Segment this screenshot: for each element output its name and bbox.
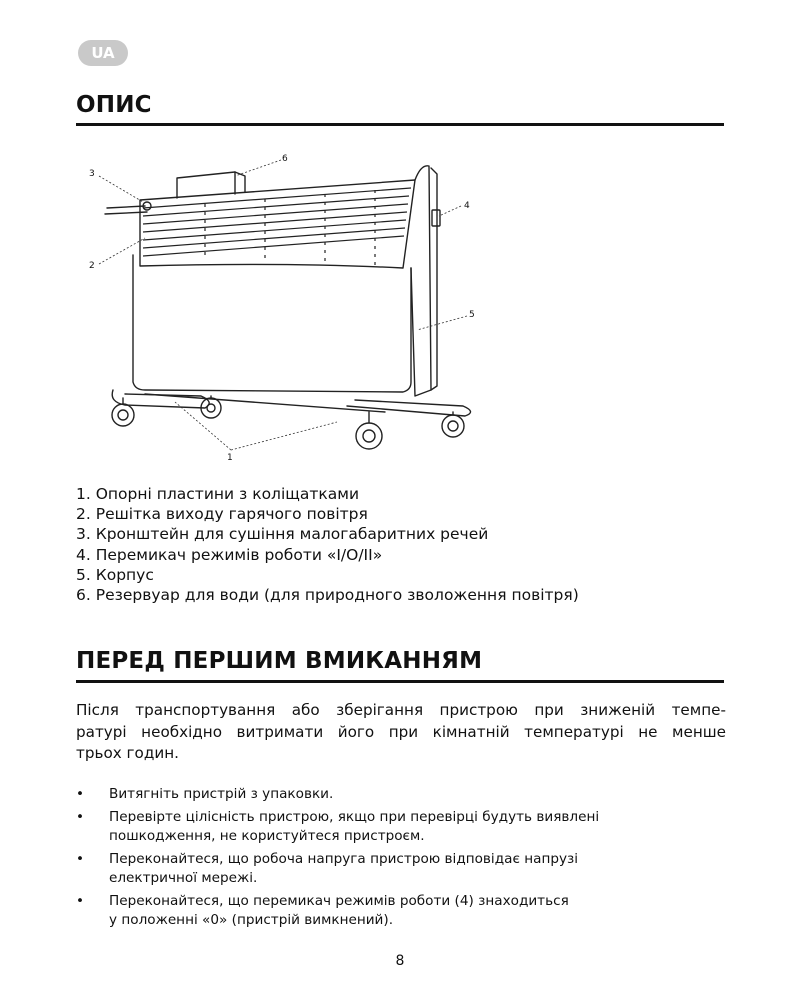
- title-underline: [76, 123, 724, 126]
- intro-paragraph: [76, 700, 726, 765]
- instruction-item: [76, 850, 599, 888]
- bullet-icon: •: [76, 851, 85, 867]
- bullet-icon: •: [76, 809, 85, 825]
- heater-side-panel: [411, 166, 431, 396]
- instruction-item: [76, 892, 599, 930]
- instruction-item: [76, 785, 599, 804]
- callout-6: 6: [282, 154, 288, 164]
- intro-line: трьох годин.: [76, 744, 179, 762]
- instruction-line: електричної мережі.: [109, 870, 258, 886]
- page-number: 8: [395, 953, 405, 969]
- wheel-back-right: [442, 415, 464, 437]
- wheel-front-right: [356, 423, 382, 449]
- instruction-item: [76, 808, 599, 846]
- instruction-line: Витягніть пристрій з упаковки.: [109, 786, 334, 802]
- parts-list: [76, 484, 579, 605]
- base-right: [347, 400, 471, 416]
- mode-switch: [432, 210, 440, 226]
- instructions-list: [76, 785, 599, 934]
- callout-2: 2: [89, 261, 95, 271]
- parts-list-item: 5. Корпус: [76, 565, 154, 584]
- intro-line: Після транспортування або зберігання пристрою при зниженій темпе-: [76, 701, 726, 719]
- callout-3: 3: [89, 169, 95, 179]
- section-title-before-first-use: ПЕРЕД ПЕРШИМ ВМИКАННЯМ: [76, 648, 483, 674]
- parts-list-item: 6. Резервуар для води (для природного зволоження повітря): [76, 586, 579, 605]
- callout-5: 5: [469, 310, 475, 320]
- heater-illustration: [85, 150, 485, 470]
- parts-list-item: 4. Перемикач режимів роботи «I/O/II»: [76, 545, 383, 564]
- intro-line: ратурі необхідно витримати його при кімнатній температурі не менше: [76, 722, 726, 741]
- instruction-line: Перевірте цілісність пристрою, якщо при перевірці будуть виявлені: [109, 809, 600, 825]
- callout-4: 4: [464, 201, 470, 211]
- section-title-description: ОПИС: [76, 92, 152, 118]
- parts-list-item: 3. Кронштейн для сушіння малогабаритних речей: [76, 525, 489, 544]
- bullet-icon: •: [76, 893, 85, 909]
- language-badge: UA: [78, 40, 128, 66]
- parts-list-item: 2. Решітка виходу гарячого повітря: [76, 505, 368, 524]
- instruction-line: Переконайтеся, що перемикач режимів роботи (4) знаходиться: [109, 893, 569, 909]
- title-underline: [76, 680, 724, 683]
- parts-list-item: 1. Опорні пластини з коліщатками: [76, 485, 360, 503]
- heater-body: [133, 255, 411, 392]
- instruction-line: Переконайтеся, що робоча напруга пристрою відповідає напрузі: [109, 851, 579, 867]
- wheel-front-left: [112, 404, 134, 426]
- heater-grille: [140, 180, 415, 268]
- bullet-icon: •: [76, 786, 85, 802]
- callout-1: 1: [227, 453, 233, 463]
- instruction-line: пошкодження, не користуйтеся пристроєм.: [109, 828, 425, 844]
- instruction-line: у положенні «0» (пристрій вимкнений).: [109, 912, 394, 928]
